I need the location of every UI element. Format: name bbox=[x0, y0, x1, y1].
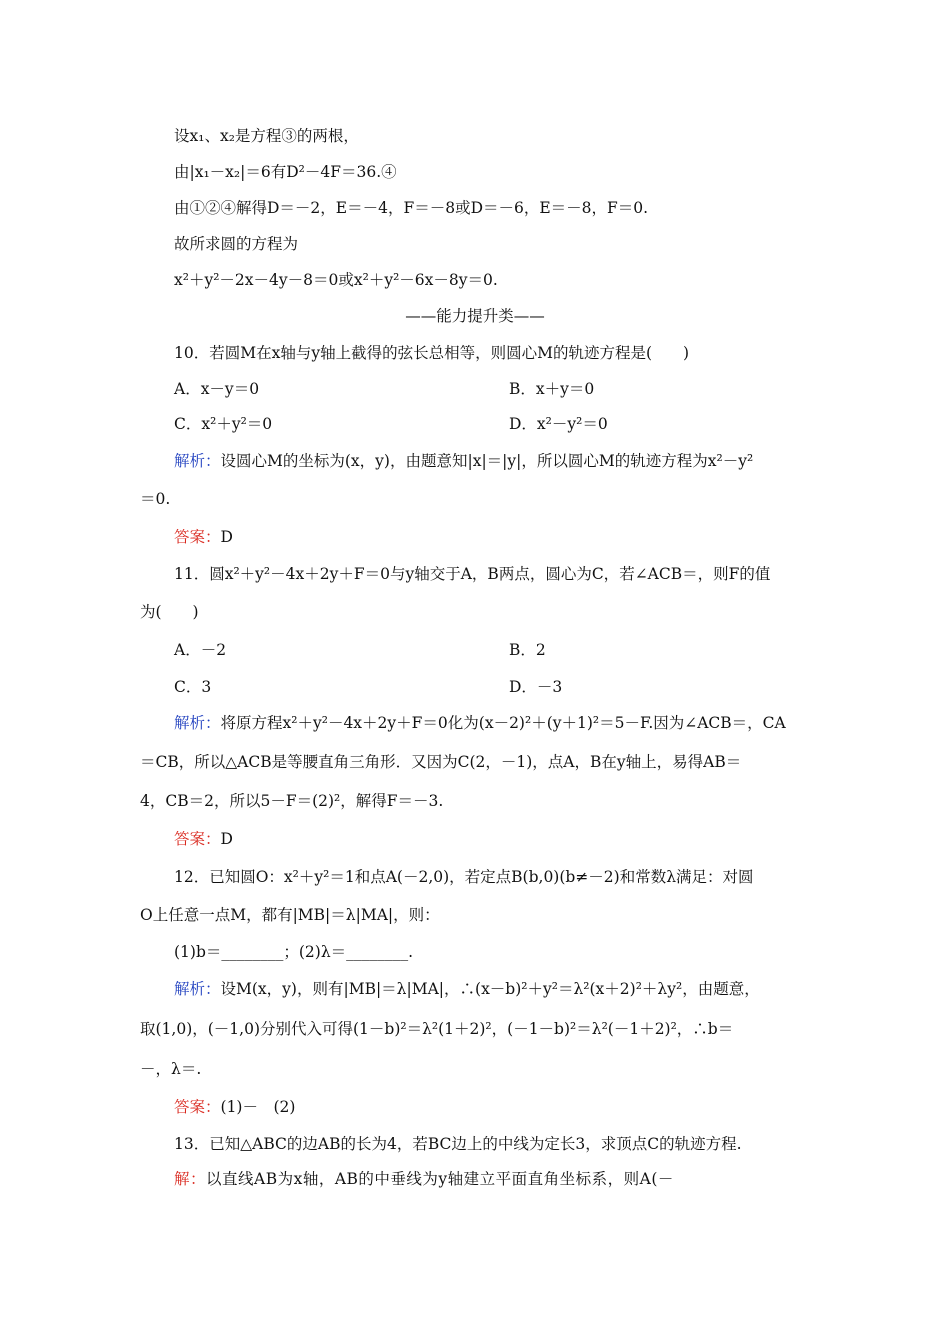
analysis-line bbox=[174, 978, 760, 1000]
option-c: C．x²＋y²＝0 bbox=[174, 415, 273, 433]
analysis-line bbox=[174, 712, 786, 734]
analysis-line: 取(1,0)，(－1,0)分别代入可得(1－b)²＝λ²(1＋2)²，(－1－b)²＝λ²(－1＋2)²，∴b＝ bbox=[140, 1020, 734, 1038]
question-stem: 10．若圆M在x轴与y轴上截得的弦长总相等，则圆心M的轨迹方程是( ) bbox=[174, 344, 690, 362]
analysis-label: 解析： bbox=[174, 452, 221, 470]
solution-line bbox=[174, 1168, 674, 1190]
text-line: 设x₁、x₂是方程③的两根， bbox=[174, 127, 359, 145]
question-stem: 12．已知圆O：x²＋y²＝1和点A(－2,0)，若定点B(b,0)(b≠－2)和常数λ满足：对圆 bbox=[174, 868, 754, 886]
analysis-line: ＝0. bbox=[140, 490, 171, 508]
answer-label: 答案： bbox=[174, 1098, 221, 1116]
text-line: 故所求圆的方程为 bbox=[174, 235, 299, 253]
analysis-text: 将原方程x²＋y²－4x＋2y＋F＝0化为(x－2)²＋(y＋1)²＝5－F.因为∠ACB＝，CA bbox=[220, 714, 786, 732]
question-stem: O上任意一点M，都有|MB|＝λ|MA|，则： bbox=[140, 906, 440, 924]
answer-value: (1)－ (2) bbox=[220, 1098, 296, 1116]
option-d: D．－3 bbox=[509, 678, 563, 696]
solution-text: 以直线AB为x轴，AB的中垂线为y轴建立平面直角坐标系，则A(－ bbox=[206, 1170, 674, 1188]
solution-label: 解： bbox=[174, 1170, 207, 1188]
answer-line bbox=[174, 1096, 295, 1118]
text-line: x²＋y²－2x－4y－8＝0或x²＋y²－6x－8y＝0. bbox=[174, 271, 498, 289]
question-stem: 13．已知△ABC的边AB的长为4，若BC边上的中线为定长3，求顶点C的轨迹方程. bbox=[174, 1135, 742, 1153]
answer-value: D bbox=[220, 830, 233, 848]
question-stem: 为( ) bbox=[140, 603, 199, 621]
option-d: D．x²－y²＝0 bbox=[509, 415, 608, 433]
answer-line bbox=[174, 526, 233, 548]
answer-label: 答案： bbox=[174, 528, 221, 546]
answer-line bbox=[174, 828, 233, 850]
analysis-label: 解析： bbox=[174, 980, 221, 998]
question-stem: 11．圆x²＋y²－4x＋2y＋F＝0与y轴交于A，B两点，圆心为C，若∠ACB＝，则F的值 bbox=[174, 565, 771, 583]
section-heading: ——能力提升类—— bbox=[405, 307, 545, 325]
analysis-line bbox=[174, 450, 753, 472]
analysis-text: 设M(x，y)，则有|MB|＝λ|MA|，∴(x－b)²＋y²＝λ²(x＋2)²＋λy²，由题意， bbox=[220, 980, 760, 998]
analysis-label: 解析： bbox=[174, 714, 221, 732]
analysis-text: 设圆心M的坐标为(x，y)，由题意知|x|＝|y|，所以圆心M的轨迹方程为x²－y² bbox=[220, 452, 754, 470]
text-line: 由|x₁－x₂|＝6有D²－4F＝36.④ bbox=[174, 163, 397, 181]
fill-blank-line: (1)b＝________；(2)λ＝________. bbox=[174, 943, 414, 961]
analysis-line: －，λ＝. bbox=[140, 1060, 202, 1078]
analysis-line: 4，CB＝2，所以5－F＝(2)²，解得F＝－3. bbox=[140, 792, 444, 810]
answer-value: D bbox=[220, 528, 233, 546]
text-line: 由①②④解得D＝－2，E＝－4，F＝－8或D＝－6，E＝－8，F＝0. bbox=[174, 199, 649, 217]
option-b: B．x＋y＝0 bbox=[509, 380, 595, 398]
analysis-line: ＝CB，所以△ACB是等腰直角三角形．又因为C(2，－1)，点A，B在y轴上，易得AB＝ bbox=[140, 753, 742, 771]
option-b: B．2 bbox=[509, 641, 546, 659]
option-a: A．－2 bbox=[174, 641, 227, 659]
answer-label: 答案： bbox=[174, 830, 221, 848]
option-a: A．x－y＝0 bbox=[174, 380, 260, 398]
option-c: C．3 bbox=[174, 678, 212, 696]
